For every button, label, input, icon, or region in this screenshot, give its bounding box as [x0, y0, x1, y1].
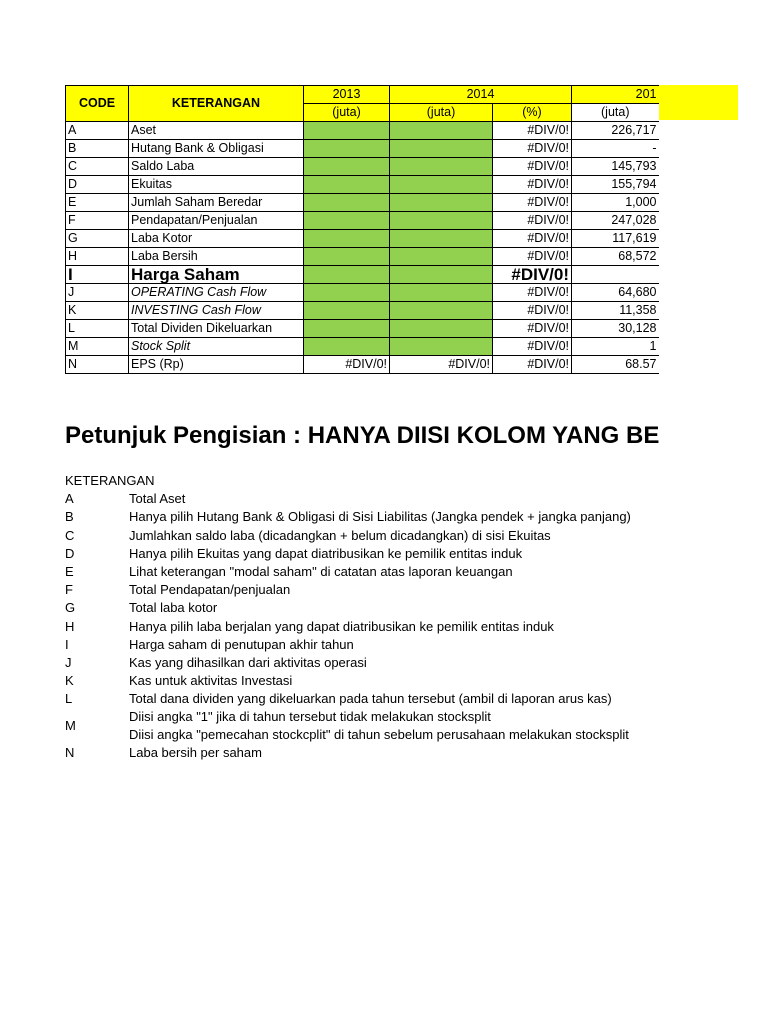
- instruction-code: K: [65, 673, 74, 689]
- instruction-text: Hanya pilih laba berjalan yang dapat diatribusikan ke pemilik entitas induk: [129, 618, 554, 634]
- cell-code[interactable]: J: [66, 284, 129, 302]
- cell-code[interactable]: A: [66, 122, 129, 140]
- instruction-code: H: [65, 618, 75, 634]
- cell-2013[interactable]: [304, 266, 390, 284]
- cell-pct[interactable]: #DIV/0!: [493, 338, 572, 356]
- cell-code[interactable]: H: [66, 248, 129, 266]
- cell-code[interactable]: M: [66, 338, 129, 356]
- instruction-code: I: [65, 636, 69, 652]
- cell-pct[interactable]: #DIV/0!: [493, 248, 572, 266]
- cell-2013[interactable]: #DIV/0!: [304, 356, 390, 374]
- cell-keterangan[interactable]: Aset: [129, 122, 304, 140]
- cell-code[interactable]: F: [66, 212, 129, 230]
- cell-pct[interactable]: #DIV/0!: [493, 158, 572, 176]
- cell-code[interactable]: L: [66, 320, 129, 338]
- instruction-code: B: [65, 509, 74, 525]
- cell-2014[interactable]: [390, 302, 493, 320]
- cell-keterangan[interactable]: OPERATING Cash Flow: [129, 284, 304, 302]
- cell-pct[interactable]: #DIV/0!: [493, 320, 572, 338]
- cell-pct[interactable]: #DIV/0!: [493, 176, 572, 194]
- header-fill-overflow: [659, 85, 738, 120]
- header-unit-pct[interactable]: (%): [493, 104, 572, 122]
- instruction-text: Jumlahkan saldo laba (dicadangkan + belum dicadangkan) di sisi Ekuitas: [129, 527, 551, 543]
- cell-code[interactable]: G: [66, 230, 129, 248]
- cell-code[interactable]: B: [66, 140, 129, 158]
- cell-2013[interactable]: [304, 284, 390, 302]
- instruction-text: Lihat keterangan "modal saham" di catatan atas laporan keuangan: [129, 563, 513, 579]
- cell-2013[interactable]: [304, 122, 390, 140]
- instruction-text: Kas untuk aktivitas Investasi: [129, 673, 293, 689]
- header-unit-2013[interactable]: (juta): [304, 104, 390, 122]
- instruction-code: A: [65, 491, 74, 507]
- cell-2014[interactable]: #DIV/0!: [390, 356, 493, 374]
- cell-keterangan[interactable]: Saldo Laba: [129, 158, 304, 176]
- instruction-code: C: [65, 527, 75, 543]
- instruction-text: Hanya pilih Ekuitas yang dapat diatribusikan ke pemilik entitas induk: [129, 545, 523, 561]
- table-row: [66, 284, 659, 302]
- header-year-2013[interactable]: 2013: [304, 86, 390, 104]
- cell-code[interactable]: D: [66, 176, 129, 194]
- instruction-text: Laba bersih per saham: [129, 745, 262, 761]
- cell-code[interactable]: N: [66, 356, 129, 374]
- cell-2015[interactable]: [572, 266, 659, 284]
- table-row: [66, 248, 659, 266]
- instructions-heading: KETERANGAN: [65, 473, 155, 488]
- cell-keterangan[interactable]: Hutang Bank & Obligasi: [129, 140, 304, 158]
- cell-2014[interactable]: [390, 194, 493, 212]
- cell-2015[interactable]: 68,572: [572, 248, 659, 266]
- cell-pct[interactable]: #DIV/0!: [493, 194, 572, 212]
- cell-pct[interactable]: #DIV/0!: [493, 212, 572, 230]
- cell-2015[interactable]: 155,794: [572, 176, 659, 194]
- cell-pct[interactable]: #DIV/0!: [493, 122, 572, 140]
- cell-pct[interactable]: #DIV/0!: [493, 356, 572, 374]
- data-table: [65, 85, 659, 374]
- cell-2015[interactable]: 117,619: [572, 230, 659, 248]
- instruction-code: D: [65, 545, 75, 561]
- cell-2013[interactable]: [304, 194, 390, 212]
- cell-2014[interactable]: [390, 230, 493, 248]
- instruction-text: Diisi angka "1" jika di tahun tersebut tidak melakukan stocksplit: [129, 709, 491, 725]
- cell-code[interactable]: E: [66, 194, 129, 212]
- cell-2015[interactable]: 68.57: [572, 356, 659, 374]
- cell-2013[interactable]: [304, 320, 390, 338]
- cell-2015[interactable]: 1,000: [572, 194, 659, 212]
- instruction-text: Kas yang dihasilkan dari aktivitas operasi: [129, 654, 367, 670]
- header-year-2015[interactable]: 201: [572, 86, 659, 104]
- cell-pct[interactable]: #DIV/0!: [493, 230, 572, 248]
- cell-2014[interactable]: [390, 176, 493, 194]
- instruction-code: N: [65, 745, 75, 761]
- header-year-2014[interactable]: 2014: [390, 86, 572, 104]
- cell-2015[interactable]: 64,680: [572, 284, 659, 302]
- cell-2014[interactable]: [390, 266, 493, 284]
- cell-keterangan[interactable]: EPS (Rp): [129, 356, 304, 374]
- table-row: [66, 176, 659, 194]
- cell-keterangan[interactable]: Ekuitas: [129, 176, 304, 194]
- cell-2014[interactable]: [390, 248, 493, 266]
- table-row: [66, 158, 659, 176]
- instruction-text: Total laba kotor: [129, 600, 218, 616]
- cell-2014[interactable]: [390, 212, 493, 230]
- cell-pct[interactable]: #DIV/0!: [493, 266, 572, 284]
- instruction-text: Hanya pilih Hutang Bank & Obligasi di Sisi Liabilitas (Jangka pendek + jangka panjang): [129, 509, 631, 525]
- cell-2013[interactable]: [304, 140, 390, 158]
- instruction-text: Harga saham di penutupan akhir tahun: [129, 636, 354, 652]
- header-unit-2015[interactable]: (juta): [572, 104, 659, 122]
- cell-2014[interactable]: [390, 140, 493, 158]
- table-row: [66, 320, 659, 338]
- instruction-text: Total Aset: [129, 491, 186, 507]
- cell-2013[interactable]: [304, 338, 390, 356]
- cell-2013[interactable]: [304, 230, 390, 248]
- cell-pct[interactable]: #DIV/0!: [493, 140, 572, 158]
- cell-2014[interactable]: [390, 320, 493, 338]
- cell-2015[interactable]: 145,793: [572, 158, 659, 176]
- cell-code[interactable]: C: [66, 158, 129, 176]
- cell-2013[interactable]: [304, 176, 390, 194]
- cell-2015[interactable]: 30,128: [572, 320, 659, 338]
- cell-keterangan[interactable]: Pendapatan/Penjualan: [129, 212, 304, 230]
- cell-keterangan[interactable]: INVESTING Cash Flow: [129, 302, 304, 320]
- cell-2014[interactable]: [390, 338, 493, 356]
- instruction-code: G: [65, 600, 76, 616]
- cell-2013[interactable]: [304, 212, 390, 230]
- cell-keterangan[interactable]: Stock Split: [129, 338, 304, 356]
- instructions-title: Petunjuk Pengisian : HANYA DIISI KOLOM YANG BE: [65, 422, 659, 449]
- cell-2015[interactable]: 226,717: [572, 122, 659, 140]
- table-row: [66, 212, 659, 230]
- header-keterangan[interactable]: KETERANGAN: [129, 86, 304, 122]
- cell-keterangan[interactable]: Laba Kotor: [129, 230, 304, 248]
- header-code[interactable]: CODE: [66, 86, 129, 122]
- cell-2015[interactable]: 1: [572, 338, 659, 356]
- cell-2013[interactable]: [304, 158, 390, 176]
- instruction-code: M: [65, 718, 76, 734]
- table-row: [66, 338, 659, 356]
- instruction-text: Total Pendapatan/penjualan: [129, 582, 291, 598]
- cell-keterangan[interactable]: Total Dividen Dikeluarkan: [129, 320, 304, 338]
- cell-2014[interactable]: [390, 158, 493, 176]
- instruction-code: F: [65, 582, 73, 598]
- cell-2015[interactable]: 11,358: [572, 302, 659, 320]
- instruction-text: Total dana dividen yang dikeluarkan pada tahun tersebut (ambil di laporan arus kas): [129, 691, 612, 707]
- table-row: [66, 356, 659, 374]
- instruction-code: E: [65, 563, 74, 579]
- header-unit-2014[interactable]: (juta): [390, 104, 493, 122]
- table-row: [66, 302, 659, 320]
- cell-keterangan[interactable]: Laba Bersih: [129, 248, 304, 266]
- cell-2014[interactable]: [390, 122, 493, 140]
- table-row: [66, 122, 659, 140]
- cell-2015[interactable]: -: [572, 140, 659, 158]
- cell-2015[interactable]: 247,028: [572, 212, 659, 230]
- instruction-code: J: [65, 654, 72, 670]
- cell-keterangan[interactable]: Jumlah Saham Beredar: [129, 194, 304, 212]
- table-row: [66, 140, 659, 158]
- cell-pct[interactable]: #DIV/0!: [493, 302, 572, 320]
- table-row: [66, 230, 659, 248]
- instruction-code: L: [65, 691, 73, 707]
- cell-code[interactable]: K: [66, 302, 129, 320]
- cell-pct[interactable]: #DIV/0!: [493, 284, 572, 302]
- cell-2013[interactable]: [304, 302, 390, 320]
- cell-2013[interactable]: [304, 248, 390, 266]
- cell-code[interactable]: I: [66, 266, 129, 284]
- table-row: [66, 266, 659, 284]
- cell-keterangan[interactable]: Harga Saham: [129, 266, 304, 284]
- instruction-text-line2: Diisi angka "pemecahan stockcplit" di tahun sebelum perusahaan melakukan stocksplit: [129, 727, 629, 743]
- cell-2014[interactable]: [390, 284, 493, 302]
- table-row: [66, 194, 659, 212]
